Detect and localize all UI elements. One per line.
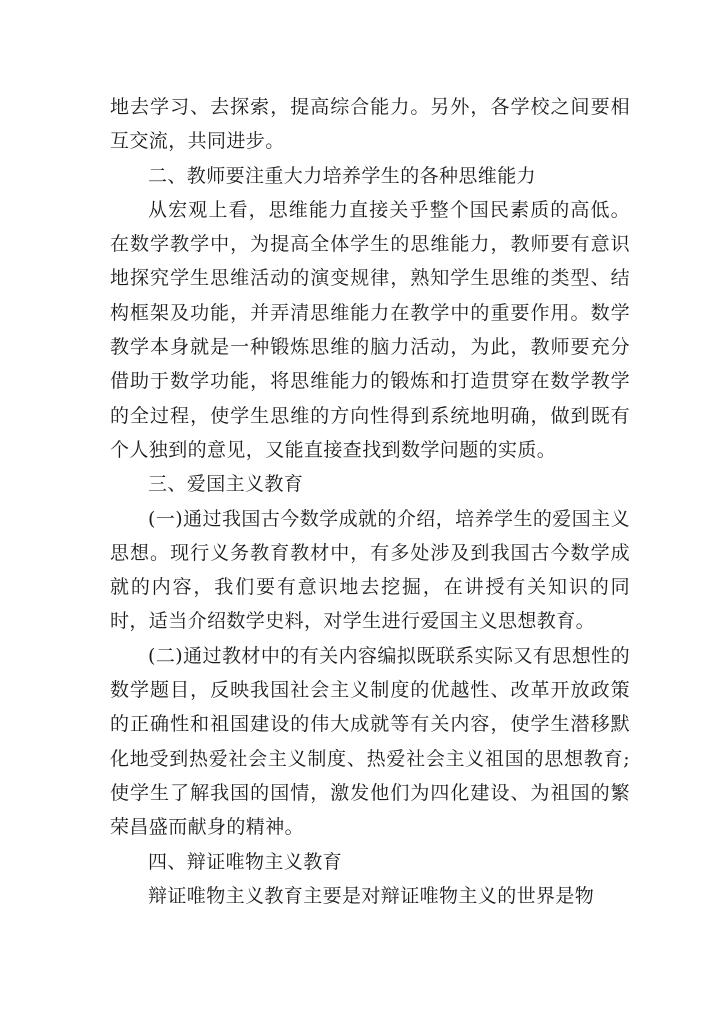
section-heading-4: 四、辩证唯物主义教育 (148, 850, 343, 873)
document-body (110, 90, 630, 913)
paragraph-thinking-ability: 从宏观上看，思维能力直接关乎整个国民素质的高低。在数学教学中，为提高全体学生的思维能力，教师要有意识地探究学生思维活动的演变规律，熟知学生思维的类型、结构框架及功能，并弄清思维能力在教学中的重要作用。数学教学本身就是一种锻炼思维的脑力活动，为此，教师要充分借助于数学功能，将思维能力的锻炼和打造贯穿在数学教学的全过程，使学生思维的方向性得到系统地明确，做到既有个人独到的意见，又能直接查找到数学问题的实质。 (110, 198, 630, 461)
section-heading-2: 二、教师要注重大力培养学生的各种思维能力 (148, 164, 537, 187)
paragraph-dialectical-materialism: 辩证唯物主义教育主要是对辩证唯物主义的世界是物 (148, 884, 595, 907)
section-heading-3: 三、爱国主义教育 (148, 473, 304, 496)
paragraph-patriotism-2: (二)通过教材中的有关内容编拟既联系实际又有思想性的数学题目，反映我国社会主义制度的优越性、改革开放政策的正确性和祖国建设的伟大成就等有关内容，使学生潜移默化地受到热爱社会主义制度、热爱社会主义祖国的思想教育;使学生了解我国的国情，激发他们为四化建设、为祖国的繁荣昌盛而献身的精神。 (110, 644, 630, 839)
paragraph-patriotism-1: (一)通过我国古今数学成就的介绍，培养学生的爱国主义思想。现行义务教育教材中，有多处涉及到我国古今数学成就的内容，我们要有意识地去挖掘，在讲授有关知识的同时，适当介绍数学史料，对学生进行爱国主义思想教育。 (110, 507, 630, 633)
paragraph-continued: 地去学习、去探索，提高综合能力。另外，各学校之间要相互交流，共同进步。 (110, 96, 630, 153)
